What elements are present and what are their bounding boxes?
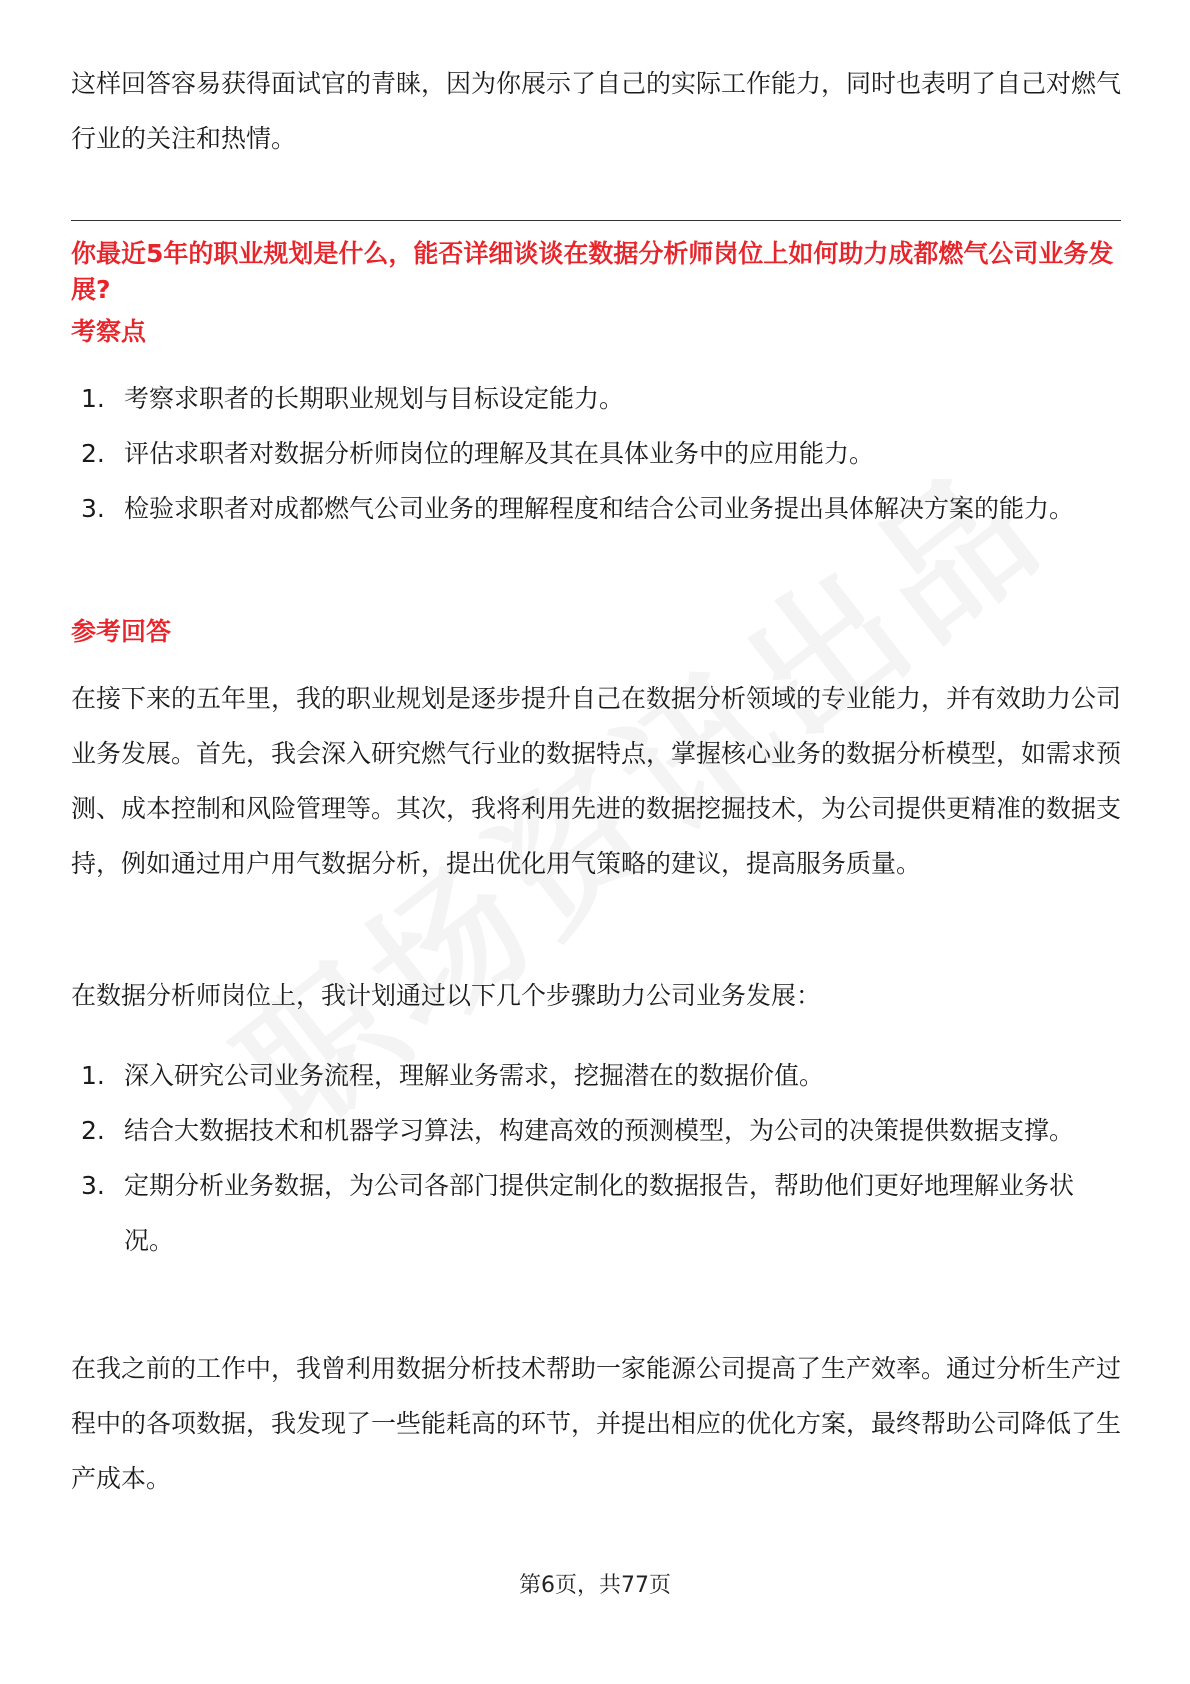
list-item: 3. 定期分析业务数据，为公司各部门提供定制化的数据报告，帮助他们更好地理解业务状况。 — [81, 1171, 1075, 1255]
page-number: 第6页，共77页 — [519, 1573, 671, 1598]
list-item: 1. 考察求职者的长期职业规划与目标设定能力。 — [81, 384, 625, 413]
intro-section — [71, 56, 1121, 166]
section-divider — [71, 220, 1121, 221]
focus-title: 考察点 — [71, 317, 147, 346]
list-item: 1. 深入研究公司业务流程，理解业务需求，挖掘潜在的数据价值。 — [81, 1061, 825, 1090]
question-heading: 你最近5年的职业规划是什么，能否详细谈谈在数据分析师岗位上如何助力成都燃气公司业务发展? — [71, 239, 1114, 304]
list-item: 2. 结合大数据技术和机器学习算法，构建高效的预测模型，为公司的决策提供数据支撑。 — [81, 1116, 1075, 1145]
focus-list — [71, 371, 1121, 536]
answer-paragraph-1: 在接下来的五年里，我的职业规划是逐步提升自己在数据分析领域的专业能力，并有效助力公司业务发展。首先，我会深入研究燃气行业的数据特点，掌握核心业务的数据分析模型，如需求预测、成本控制和风险管理等。其次，我将利用先进的数据挖掘技术，为公司提供更精准的数据支持，例如通过用户用气数据分析，提出优化用气策略的建议，提高服务质量。 — [71, 684, 1122, 878]
list-item: 3. 检验求职者对成都燃气公司业务的理解程度和结合公司业务提出具体解决方案的能力。 — [81, 494, 1075, 523]
answer-paragraph-2: 在数据分析师岗位上，我计划通过以下几个步骤助力公司业务发展： — [71, 981, 822, 1010]
steps-list — [71, 1048, 1121, 1268]
answer-paragraph-3: 在我之前的工作中，我曾利用数据分析技术帮助一家能源公司提高了生产效率。通过分析生产过程中的各项数据，我发现了一些能耗高的环节，并提出相应的优化方案，最终帮助公司降低了生产成本。 — [71, 1354, 1122, 1493]
answer-title: 参考回答 — [71, 617, 172, 646]
list-item: 2. 评估求职者对数据分析师岗位的理解及其在具体业务中的应用能力。 — [81, 439, 875, 468]
intro-paragraph: 这样回答容易获得面试官的青睐，因为你展示了自己的实际工作能力，同时也表明了自己对燃气行业的关注和热情。 — [71, 69, 1122, 153]
